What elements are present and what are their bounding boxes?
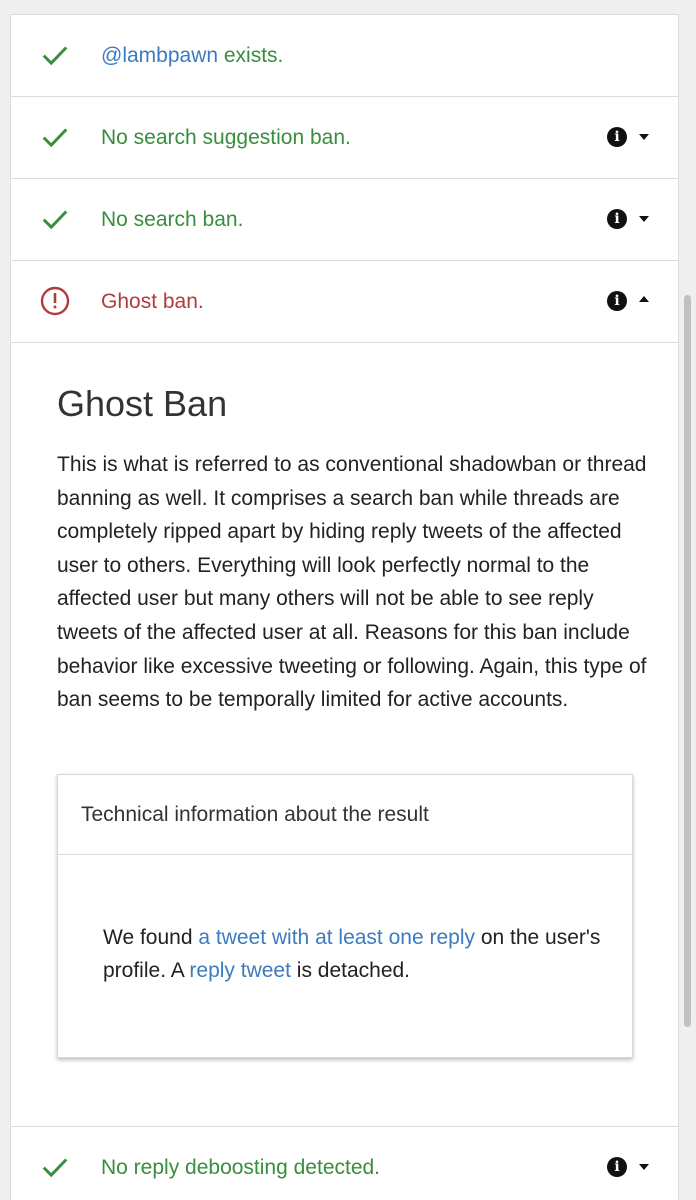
info-icon[interactable]: i xyxy=(607,291,627,311)
detail-description: This is what is referred to as conventional shadowban or thread banning as well. It comprises a search ban while threads are completely ripped apart by hiding reply tweets of the affected user to others. Everything will look perfectly normal to the affected user but many others will not be able to see reply tweets of the affected user at all. Reasons for this ban include behavior like excessive tweeting or following. Again, this type of ban seems to be temporally limited for active accounts. xyxy=(57,453,647,712)
card-text: We found xyxy=(103,926,199,949)
caret-down-icon[interactable] xyxy=(639,1164,649,1170)
result-label-text: exists. xyxy=(218,44,284,67)
result-label: No search ban. xyxy=(101,208,244,231)
result-row-reply-deboosting[interactable] xyxy=(11,1127,678,1200)
card-text: on the user's profile. A xyxy=(103,926,601,982)
result-row-user-exists[interactable] xyxy=(11,15,678,97)
caret-down-icon[interactable] xyxy=(639,216,649,222)
technical-info-card xyxy=(57,774,633,1058)
result-row-search-ban[interactable] xyxy=(11,179,678,261)
info-icon[interactable]: i xyxy=(607,209,627,229)
info-icon[interactable]: i xyxy=(607,127,627,147)
check-icon xyxy=(39,1151,71,1183)
scrollbar[interactable] xyxy=(684,295,691,1027)
ghost-ban-detail xyxy=(11,342,678,1127)
card-header: Technical information about the result xyxy=(58,775,632,855)
result-label: No reply deboosting detected. xyxy=(101,1156,381,1179)
result-row-ghost-ban[interactable] xyxy=(11,261,678,343)
card-text: is detached. xyxy=(290,959,411,982)
card-body xyxy=(103,921,603,987)
detail-title: Ghost Ban xyxy=(57,383,228,424)
check-icon xyxy=(39,121,71,153)
tweet-link[interactable]: a tweet with at least one reply xyxy=(198,926,475,949)
result-row-search-suggestion-ban[interactable] xyxy=(11,97,678,179)
error-circle-icon xyxy=(39,285,71,317)
result-label: No search suggestion ban. xyxy=(101,126,351,149)
info-icon[interactable]: i xyxy=(607,1157,627,1177)
check-icon xyxy=(39,203,71,235)
results-panel xyxy=(10,14,679,1200)
caret-up-icon[interactable] xyxy=(639,296,649,302)
check-icon xyxy=(39,39,71,71)
result-label: Ghost ban. xyxy=(101,290,204,313)
reply-tweet-link[interactable]: reply tweet xyxy=(189,959,291,982)
user-handle-link[interactable]: @lambpawn xyxy=(101,44,219,67)
result-label xyxy=(101,42,283,70)
caret-down-icon[interactable] xyxy=(639,134,649,140)
